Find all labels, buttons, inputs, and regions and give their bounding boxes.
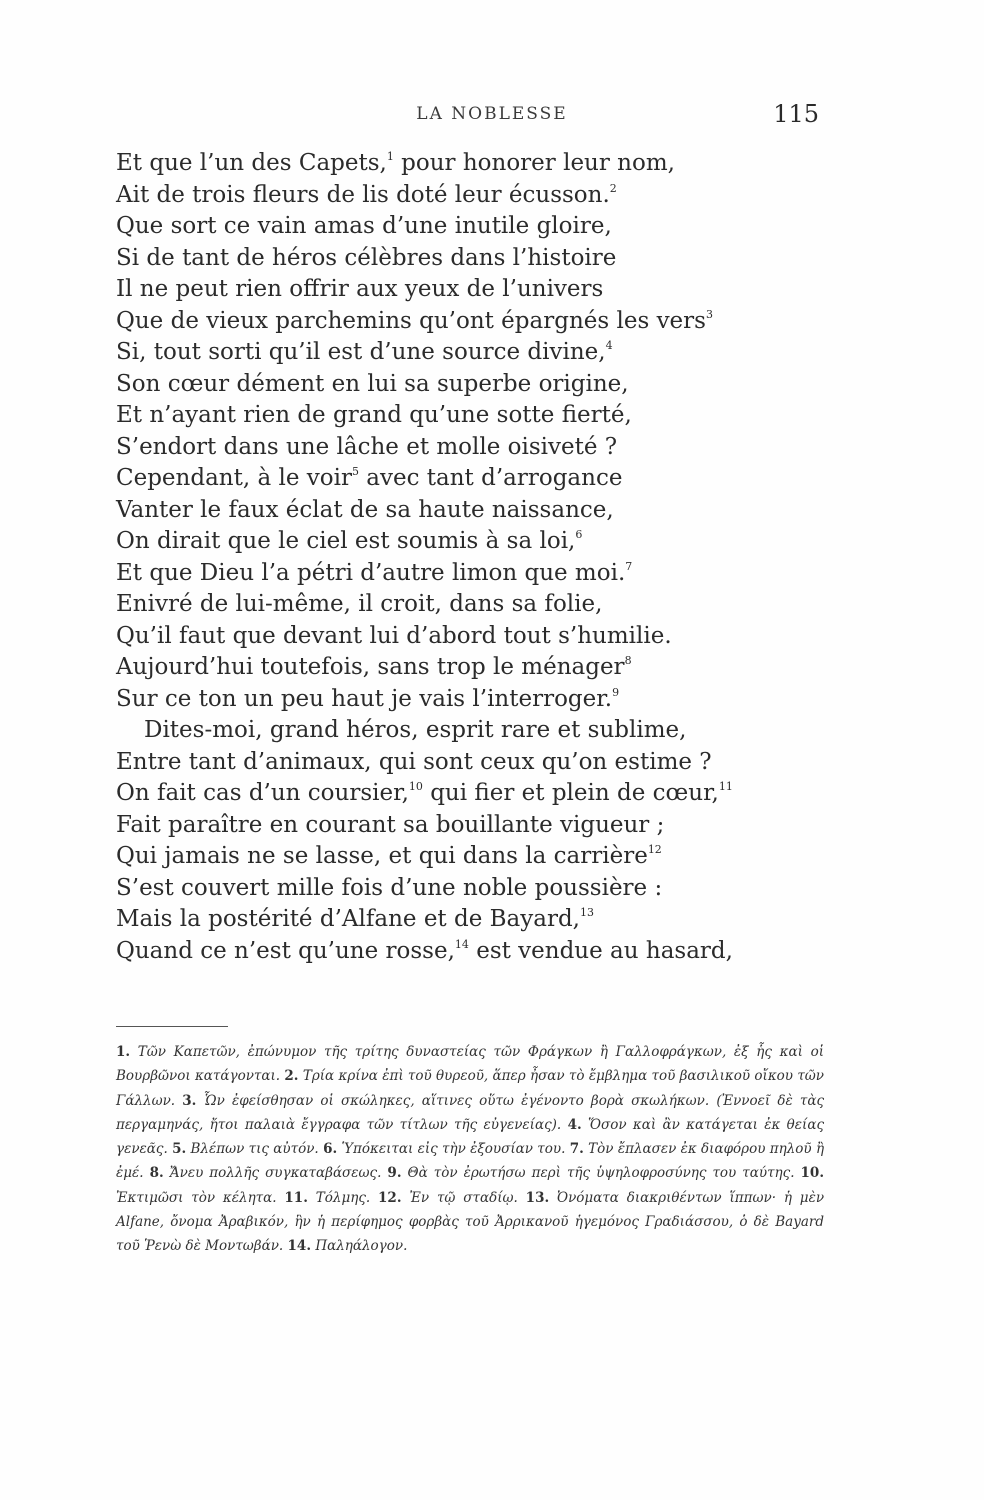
footnote-text: Τὸν ἔπλασεν ἐκ διαφόρου πηλοῦ ἢ ἐμέ. bbox=[116, 1141, 825, 1182]
verse-line bbox=[116, 369, 836, 401]
verse-line bbox=[116, 621, 836, 653]
footnote-ref: 10 bbox=[408, 780, 423, 793]
verse-text: Dites-moi, grand héros, esprit rare et sublime, bbox=[144, 717, 687, 743]
verse-text-continued: est vendue au hasard, bbox=[468, 937, 733, 964]
verse-text: Et que Dieu l’a pétri d’autre limon que moi. bbox=[116, 559, 626, 586]
footnote-text: Ὅσον καὶ ἂν κατάγεται ἐκ θείας γενεᾶς. bbox=[116, 1116, 825, 1158]
footnote-ref: 11 bbox=[718, 780, 733, 793]
verse-line bbox=[116, 873, 836, 905]
verse-text: Vanter le faux éclat de sa haute naissance, bbox=[116, 496, 614, 523]
footnote-number: 1. bbox=[116, 1044, 131, 1060]
verse-line bbox=[116, 274, 836, 306]
poem-verses bbox=[116, 148, 836, 967]
verse-line bbox=[116, 306, 836, 338]
footnote-number: 11. bbox=[284, 1189, 308, 1206]
footnote-ref: 12 bbox=[647, 843, 662, 856]
footnote-ref: 7 bbox=[625, 559, 633, 573]
verse-text: Que sort ce vain amas d’une inutile gloire, bbox=[116, 213, 612, 239]
footnote-number: 10. bbox=[800, 1165, 825, 1182]
footnote-number: 12. bbox=[378, 1189, 402, 1206]
verse-line bbox=[116, 652, 836, 684]
footnote-ref: 9 bbox=[612, 685, 620, 699]
verse-line bbox=[116, 904, 836, 936]
footnote-text: Ἐκτιμῶσι τὸν κέλητα. bbox=[116, 1189, 277, 1206]
footnote-text: Βλέπων τις αὐτόν. bbox=[190, 1141, 319, 1158]
verse-line bbox=[116, 778, 836, 810]
footnote-ref: 13 bbox=[579, 906, 594, 919]
footnote-number: 4. bbox=[567, 1116, 582, 1133]
verse-text-continued: qui fier et plein de cœur, bbox=[422, 780, 719, 806]
verse-text: S’endort dans une lâche et molle oisiveté ? bbox=[116, 433, 618, 460]
footnote-number: 7. bbox=[569, 1141, 584, 1158]
verse-text: Cependant, à le voir bbox=[116, 465, 352, 491]
verse-line bbox=[116, 747, 836, 779]
verse-text: Et que l’un des Capets, bbox=[116, 150, 387, 176]
footnote-ref: 6 bbox=[575, 528, 583, 541]
verse-line bbox=[116, 180, 836, 212]
footnote-ref: 4 bbox=[605, 339, 613, 352]
verse-text: Si de tant de héros célèbres dans l’histoire bbox=[116, 244, 617, 271]
verse-text: Fait paraître en courant sa bouillante vigueur ; bbox=[116, 811, 665, 838]
footnote-ref: 3 bbox=[705, 307, 713, 321]
footnote-text: Ὑπόκειται εἰς τὴν ἐξουσίαν του. bbox=[341, 1141, 566, 1158]
verse-text: Qu’il faut que devant lui d’abord tout s’humilie. bbox=[116, 622, 672, 649]
footnote-text: Παληάλογον. bbox=[315, 1238, 408, 1255]
verse-line bbox=[116, 841, 836, 873]
footnote-text: Ἄνευ πολλῆς συγκαταβάσεως. bbox=[169, 1165, 382, 1182]
footnote-text: Ἐν τῷ σταδίῳ. bbox=[409, 1189, 518, 1206]
verse-line bbox=[116, 243, 836, 275]
verse-text: Et n’ayant rien de grand qu’une sotte fierté, bbox=[116, 402, 632, 428]
footnote-number: 9. bbox=[387, 1165, 402, 1182]
verse-text: Ait de trois fleurs de lis doté leur écusson. bbox=[116, 181, 610, 208]
verse-text: S’est couvert mille fois d’une noble poussière : bbox=[116, 874, 663, 901]
verse-text: Que de vieux parchemins qu’ont épargnés les vers bbox=[116, 307, 706, 334]
verse-text: Quand ce n’est qu’une rosse, bbox=[116, 937, 455, 964]
footnote-number: 5. bbox=[172, 1141, 187, 1158]
footnotes bbox=[116, 1040, 824, 1259]
footnote-text: Ὧν ἐφείσθησαν οἱ σκώληκες, αἵτινες οὕτω ἐγένοντο βορὰ σκωλήκων. (Ἐννοεῖ δὲ τὰς περγαμηνάς, ἤτοι παλαιὰ ἔγγραφα τῶν τίτλων τῆς εὐγενείας). bbox=[116, 1092, 825, 1133]
verse-text: Si, tout sorti qu’il est d’une source divine, bbox=[116, 339, 606, 365]
verse-line bbox=[116, 495, 836, 527]
footnote-text: Θὰ τὸν ἐρωτήσω περὶ τῆς ὑψηλοφροσύνης του ταύτης. bbox=[407, 1165, 795, 1182]
footnote-text: Τόλμης. bbox=[315, 1189, 371, 1206]
page-number: 115 bbox=[773, 100, 819, 128]
verse-line bbox=[116, 684, 836, 716]
footnote-divider bbox=[116, 1026, 228, 1027]
footnote-ref: 2 bbox=[609, 181, 617, 195]
verse-text: Qui jamais ne se lasse, et qui dans la carrière bbox=[116, 843, 648, 869]
footnote-number: 13. bbox=[525, 1189, 550, 1206]
footnote-ref: 5 bbox=[351, 465, 359, 478]
verse-text: Mais la postérité d’Alfane et de Bayard, bbox=[116, 906, 580, 932]
footnote-text: Τῶν Καπετῶν, ἐπώνυμον τῆς τρίτης δυναστείας τῶν Φράγκων ἢ Γαλλοφράγκων, ἐξ ἧς καὶ οἱ Βουρβῶνοι κατάγονται. bbox=[116, 1044, 824, 1085]
footnote-ref: 14 bbox=[454, 937, 469, 951]
verse-line bbox=[116, 589, 836, 621]
verse-text: Entre tant d’animaux, qui sont ceux qu’on estime ? bbox=[116, 748, 712, 775]
verse-text: Aujourd’hui toutefois, sans trop le ménager bbox=[116, 654, 625, 680]
footnote-number: 6. bbox=[323, 1141, 338, 1158]
verse-line bbox=[116, 432, 836, 464]
verse-text: Il ne peut rien offrir aux yeux de l’univers bbox=[116, 276, 604, 302]
verse-text: Son cœur dément en lui sa superbe origine, bbox=[116, 370, 629, 397]
footnote-text: Ὀνόματα διακριθέντων ἵππων· ἡ μὲν Alfane, ὄνομα Ἀραβικόν, ἣν ἡ περίφημος φορβὰς τοῦ Ἀρρικανοῦ ἡγεμόνος Γραδιάσσου, ὁ δὲ Bayard τοῦ Ῥενὼ δὲ Μοντωβάν. bbox=[116, 1189, 825, 1255]
verse-line bbox=[116, 211, 836, 243]
verse-line bbox=[116, 400, 836, 432]
verse-line bbox=[116, 526, 836, 558]
footnote-ref: 1 bbox=[386, 150, 394, 163]
verse-line bbox=[116, 337, 836, 369]
running-header: LA NOBLESSE bbox=[416, 104, 568, 124]
footnote-number: 2. bbox=[284, 1068, 299, 1085]
footnote-ref: 8 bbox=[624, 654, 632, 667]
verse-line bbox=[116, 463, 836, 495]
verse-text: Sur ce ton un peu haut je vais l’interroger. bbox=[116, 685, 613, 712]
verse-text-continued: pour honorer leur nom, bbox=[393, 150, 675, 176]
verse-line bbox=[116, 558, 836, 590]
footnote-number: 8. bbox=[149, 1165, 164, 1182]
footnote-number: 14. bbox=[287, 1238, 312, 1255]
verse-text-continued: avec tant d’arrogance bbox=[358, 465, 623, 491]
verse-text: Enivré de lui-même, il croit, dans sa folie, bbox=[116, 591, 603, 617]
footnote-number: 3. bbox=[182, 1092, 197, 1109]
footnote-text: Τρία κρίνα ἐπὶ τοῦ θυρεοῦ, ἅπερ ἦσαν τὸ ἔμβλημα τοῦ βασιλικοῦ οἴκου τῶν Γάλλων. bbox=[116, 1068, 825, 1109]
verse-line bbox=[116, 810, 836, 842]
verse-line bbox=[116, 936, 836, 968]
verse-text: On dirait que le ciel est soumis à sa loi, bbox=[116, 528, 576, 554]
verse-line bbox=[116, 148, 836, 180]
verse-text: On fait cas d’un coursier, bbox=[116, 780, 409, 806]
verse-line bbox=[116, 715, 836, 747]
